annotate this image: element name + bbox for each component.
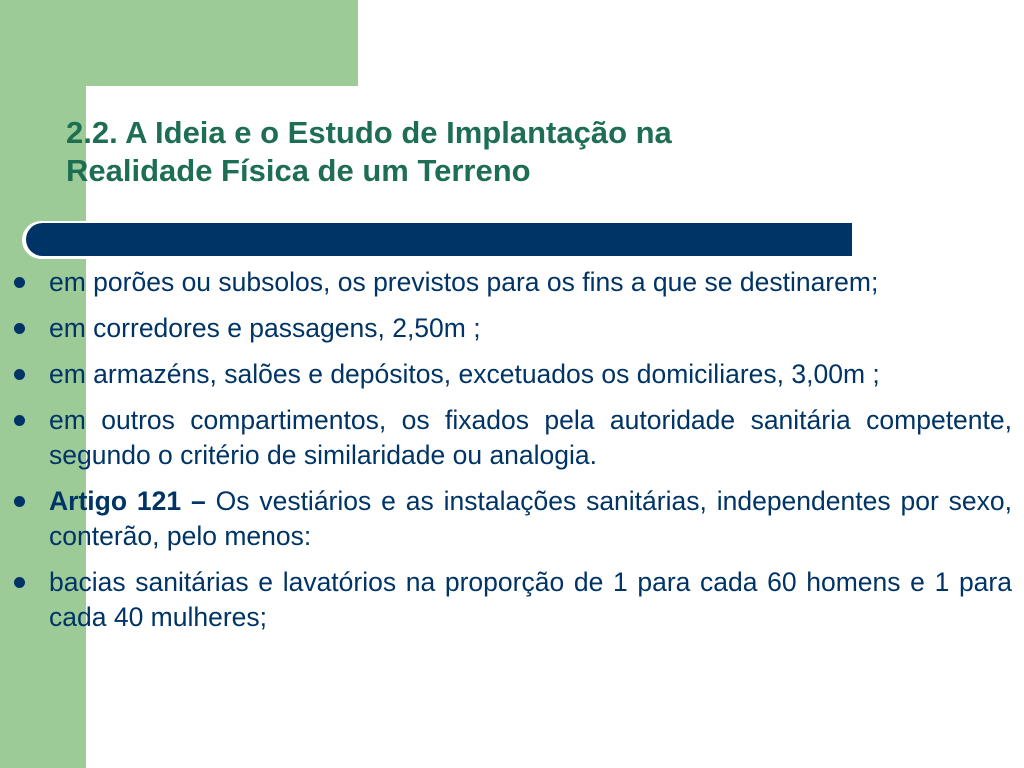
slide-title-line-2: Realidade Física de um Terreno (66, 153, 531, 188)
bullet-dot-icon (14, 277, 25, 288)
list-item (10, 311, 1012, 346)
bullet-dot-icon (14, 496, 25, 507)
slide-title-line-1: 2.2. A Ideia e o Estudo de Implantação na (66, 115, 672, 150)
list-item-text: em armazéns, salões e depósitos, excetuados os domiciliares, 3,00m ; (49, 359, 880, 389)
bullet-dot-icon (14, 369, 25, 380)
title-underline-bar (26, 223, 852, 256)
list-item-text: em corredores e passagens, 2,50m ; (49, 313, 481, 343)
bullet-dot-icon (14, 577, 25, 588)
list-item (10, 403, 1012, 473)
bullet-dot-icon (14, 415, 25, 426)
list-item-text: Os vestiários e as instalações sanitárias, independentes por sexo, conterão, pelo menos: (49, 486, 1012, 551)
list-item-text: bacias sanitárias e lavatórios na proporção de 1 para cada 60 homens e 1 para cada 40 mulheres; (49, 567, 1012, 632)
list-item (10, 357, 1012, 392)
article-label: Artigo 121 – (49, 486, 206, 516)
list-item-text: em porões ou subsolos, os previstos para os fins a que se destinarem; (49, 267, 879, 297)
list-item (10, 565, 1012, 635)
bullet-dot-icon (14, 323, 25, 334)
bullet-list (10, 265, 1012, 646)
list-item (10, 265, 1012, 300)
list-item (10, 484, 1012, 554)
list-item-text: em outros compartimentos, os fixados pela autoridade sanitária competente, segundo o critério de similaridade ou analogia. (49, 405, 1012, 470)
slide-title (66, 114, 966, 190)
